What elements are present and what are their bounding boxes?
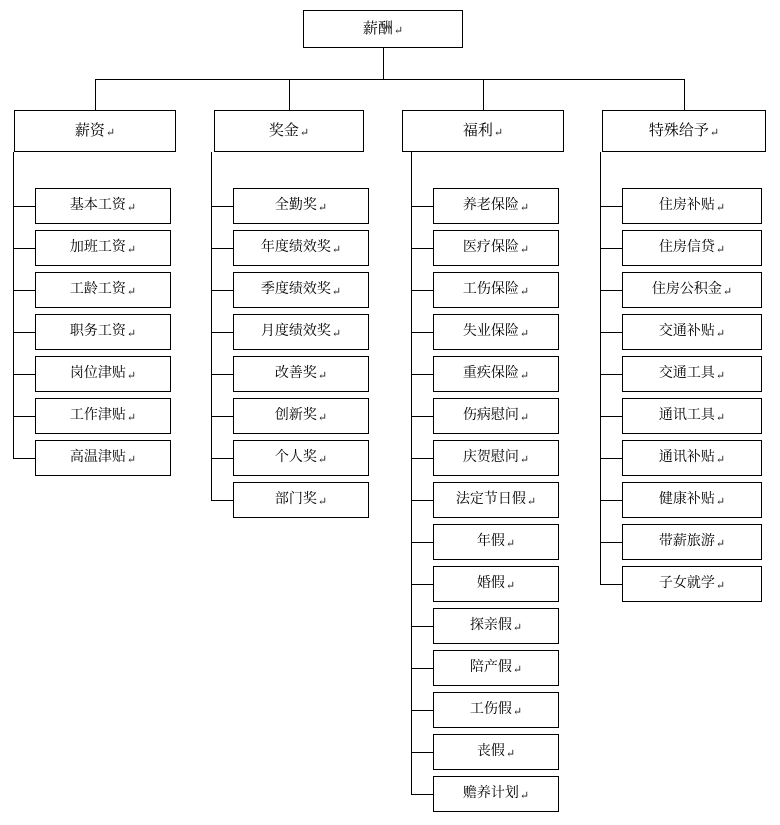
leaf-connector-line: [13, 290, 35, 291]
node-label: 交通工具: [658, 366, 715, 381]
leaf-node-3-2: [433, 230, 559, 266]
pilcrow-mark: ↵: [519, 789, 530, 802]
leaf-node-2-4: [233, 314, 369, 350]
node-label: 岗位津贴: [69, 366, 126, 381]
leaf-connector-line: [600, 458, 622, 459]
leaf-connector-line: [600, 374, 622, 375]
leaf-connector-line: [600, 584, 622, 585]
leaf-connector-line: [411, 542, 433, 543]
node-label: 伤病慰问: [462, 408, 519, 423]
node-label: 失业保险: [462, 324, 519, 339]
pilcrow-mark: ↵: [715, 495, 726, 508]
leaf-connector-line: [13, 416, 35, 417]
pilcrow-mark: ↵: [126, 243, 137, 256]
leaf-node-4-9: [622, 524, 762, 560]
leaf-connector-line: [211, 290, 233, 291]
leaf-node-3-12: [433, 650, 559, 686]
leaf-node-4-4: [622, 314, 762, 350]
pilcrow-mark: ↵: [519, 201, 530, 214]
pilcrow-mark: ↵: [519, 369, 530, 382]
leaf-connector-line: [411, 794, 433, 795]
leaf-connector-line: [411, 248, 433, 249]
node-label: 通讯补贴: [658, 450, 715, 465]
pilcrow-mark: ↵: [505, 537, 516, 550]
node-label: 法定节日假: [455, 492, 526, 507]
pilcrow-mark: ↵: [715, 537, 726, 550]
leaf-connector-line: [211, 248, 233, 249]
leaf-node-4-8: [622, 482, 762, 518]
leaf-node-3-7: [433, 440, 559, 476]
leaf-connector-line: [411, 500, 433, 501]
branch-riser-line: [95, 79, 96, 110]
leaf-connector-line: [411, 332, 433, 333]
leaf-node-1-3: [35, 272, 171, 308]
node-label: 全勤奖: [274, 198, 317, 213]
node-label: 子女就学: [658, 576, 715, 591]
node-label: 庆贺慰问: [462, 450, 519, 465]
leaf-connector-line: [411, 710, 433, 711]
leaf-node-3-8: [433, 482, 559, 518]
node-label: 住房公积金: [651, 282, 722, 297]
leaf-node-2-1: [233, 188, 369, 224]
leaf-connector-line: [411, 752, 433, 753]
node-label: 职务工资: [69, 324, 126, 339]
leaf-connector-line: [13, 248, 35, 249]
leaf-connector-line: [600, 290, 622, 291]
leaf-node-3-10: [433, 566, 559, 602]
pilcrow-mark: ↵: [709, 126, 720, 139]
leaf-connector-line: [13, 332, 35, 333]
pilcrow-mark: ↵: [393, 24, 404, 37]
node-label: 高温津贴: [69, 450, 126, 465]
pilcrow-mark: ↵: [519, 453, 530, 466]
branch-node-4: [602, 110, 766, 152]
node-label: 薪资: [74, 122, 105, 139]
node-label: 住房信贷: [658, 240, 715, 255]
node-label: 探亲假: [469, 618, 512, 633]
leaf-node-4-7: [622, 440, 762, 476]
pilcrow-mark: ↵: [715, 369, 726, 382]
pilcrow-mark: ↵: [317, 411, 328, 424]
leaf-node-3-6: [433, 398, 559, 434]
node-label: 工伤保险: [462, 282, 519, 297]
pilcrow-mark: ↵: [299, 126, 310, 139]
pilcrow-mark: ↵: [526, 495, 537, 508]
node-label: 通讯工具: [658, 408, 715, 423]
node-label: 工伤假: [469, 702, 512, 717]
node-label: 丧假: [476, 744, 505, 759]
pilcrow-mark: ↵: [512, 621, 523, 634]
pilcrow-mark: ↵: [505, 747, 516, 760]
leaf-node-3-4: [433, 314, 559, 350]
leaf-connector-line: [13, 458, 35, 459]
node-label: 住房补贴: [658, 198, 715, 213]
branch-node-1: [14, 110, 176, 152]
leaf-node-4-6: [622, 398, 762, 434]
leaf-connector-line: [411, 416, 433, 417]
pilcrow-mark: ↵: [126, 285, 137, 298]
node-label: 重疾保险: [462, 366, 519, 381]
pilcrow-mark: ↵: [715, 243, 726, 256]
node-label: 特殊给予: [648, 122, 709, 139]
leaf-node-3-13: [433, 692, 559, 728]
branch-node-2: [214, 110, 364, 152]
branch-riser-line: [483, 79, 484, 110]
node-label: 个人奖: [274, 450, 317, 465]
node-label: 加班工资: [69, 240, 126, 255]
leaf-node-3-9: [433, 524, 559, 560]
node-label: 年假: [476, 534, 505, 549]
node-label: 工作津贴: [69, 408, 126, 423]
leaf-connector-line: [13, 206, 35, 207]
node-label: 养老保险: [462, 198, 519, 213]
branch-node-3: [402, 110, 564, 152]
leaf-node-3-15: [433, 776, 559, 812]
node-label: 福利: [462, 122, 493, 139]
branch-trunk-line: [211, 152, 212, 500]
leaf-node-3-11: [433, 608, 559, 644]
pilcrow-mark: ↵: [331, 285, 342, 298]
leaf-node-2-5: [233, 356, 369, 392]
pilcrow-mark: ↵: [126, 411, 137, 424]
leaf-node-4-2: [622, 230, 762, 266]
leaf-node-1-5: [35, 356, 171, 392]
node-label: 创新奖: [274, 408, 317, 423]
pilcrow-mark: ↵: [519, 411, 530, 424]
leaf-connector-line: [600, 500, 622, 501]
leaf-connector-line: [211, 374, 233, 375]
leaf-connector-line: [600, 332, 622, 333]
node-label: 薪酬: [362, 20, 393, 37]
node-label: 陪产假: [469, 660, 512, 675]
pilcrow-mark: ↵: [715, 327, 726, 340]
pilcrow-mark: ↵: [317, 201, 328, 214]
leaf-node-2-2: [233, 230, 369, 266]
pilcrow-mark: ↵: [317, 453, 328, 466]
leaf-connector-line: [211, 416, 233, 417]
pilcrow-mark: ↵: [519, 243, 530, 256]
leaf-node-4-3: [622, 272, 762, 308]
leaf-connector-line: [411, 626, 433, 627]
branch-trunk-line: [600, 152, 601, 584]
pilcrow-mark: ↵: [505, 579, 516, 592]
leaf-node-2-6: [233, 398, 369, 434]
pilcrow-mark: ↵: [317, 369, 328, 382]
node-label: 奖金: [268, 122, 299, 139]
leaf-node-2-7: [233, 440, 369, 476]
leaf-connector-line: [211, 458, 233, 459]
node-label: 婚假: [476, 576, 505, 591]
pilcrow-mark: ↵: [512, 663, 523, 676]
branch-riser-line: [289, 79, 290, 110]
leaf-connector-line: [600, 248, 622, 249]
leaf-node-4-10: [622, 566, 762, 602]
leaf-connector-line: [13, 374, 35, 375]
pilcrow-mark: ↵: [126, 453, 137, 466]
leaf-connector-line: [411, 290, 433, 291]
pilcrow-mark: ↵: [715, 411, 726, 424]
leaf-node-1-2: [35, 230, 171, 266]
leaf-connector-line: [600, 416, 622, 417]
node-label: 年度绩效奖: [260, 240, 331, 255]
leaf-node-1-1: [35, 188, 171, 224]
node-label: 基本工资: [69, 198, 126, 213]
node-label: 季度绩效奖: [260, 282, 331, 297]
leaf-node-1-7: [35, 440, 171, 476]
node-label: 交通补贴: [658, 324, 715, 339]
root-drop-line: [383, 48, 384, 79]
pilcrow-mark: ↵: [519, 327, 530, 340]
node-label: 健康补贴: [658, 492, 715, 507]
leaf-node-3-1: [433, 188, 559, 224]
branch-riser-line: [684, 79, 685, 110]
pilcrow-mark: ↵: [317, 495, 328, 508]
pilcrow-mark: ↵: [493, 126, 504, 139]
leaf-node-2-3: [233, 272, 369, 308]
leaf-connector-line: [600, 542, 622, 543]
pilcrow-mark: ↵: [331, 243, 342, 256]
branch-trunk-line: [13, 152, 14, 458]
node-label: 部门奖: [274, 492, 317, 507]
leaf-connector-line: [411, 458, 433, 459]
leaf-node-1-6: [35, 398, 171, 434]
leaf-node-2-8: [233, 482, 369, 518]
node-label: 工龄工资: [69, 282, 126, 297]
pilcrow-mark: ↵: [105, 126, 116, 139]
leaf-node-3-5: [433, 356, 559, 392]
leaf-connector-line: [411, 668, 433, 669]
pilcrow-mark: ↵: [722, 285, 733, 298]
pilcrow-mark: ↵: [519, 285, 530, 298]
pilcrow-mark: ↵: [715, 453, 726, 466]
leaf-connector-line: [411, 206, 433, 207]
pilcrow-mark: ↵: [512, 705, 523, 718]
level2-bus-line: [95, 79, 684, 80]
leaf-connector-line: [411, 584, 433, 585]
node-label: 带薪旅游: [658, 534, 715, 549]
leaf-connector-line: [211, 332, 233, 333]
leaf-connector-line: [600, 206, 622, 207]
leaf-node-4-1: [622, 188, 762, 224]
pilcrow-mark: ↵: [715, 201, 726, 214]
pilcrow-mark: ↵: [126, 327, 137, 340]
pilcrow-mark: ↵: [331, 327, 342, 340]
leaf-connector-line: [411, 374, 433, 375]
leaf-node-4-5: [622, 356, 762, 392]
pilcrow-mark: ↵: [715, 579, 726, 592]
pilcrow-mark: ↵: [126, 369, 137, 382]
node-label: 改善奖: [274, 366, 317, 381]
leaf-node-1-4: [35, 314, 171, 350]
node-label: 赡养计划: [462, 786, 519, 801]
leaf-connector-line: [211, 500, 233, 501]
leaf-node-3-14: [433, 734, 559, 770]
node-label: 医疗保险: [462, 240, 519, 255]
leaf-node-3-3: [433, 272, 559, 308]
node-label: 月度绩效奖: [260, 324, 331, 339]
leaf-connector-line: [211, 206, 233, 207]
root-node: [303, 10, 463, 48]
pilcrow-mark: ↵: [126, 201, 137, 214]
